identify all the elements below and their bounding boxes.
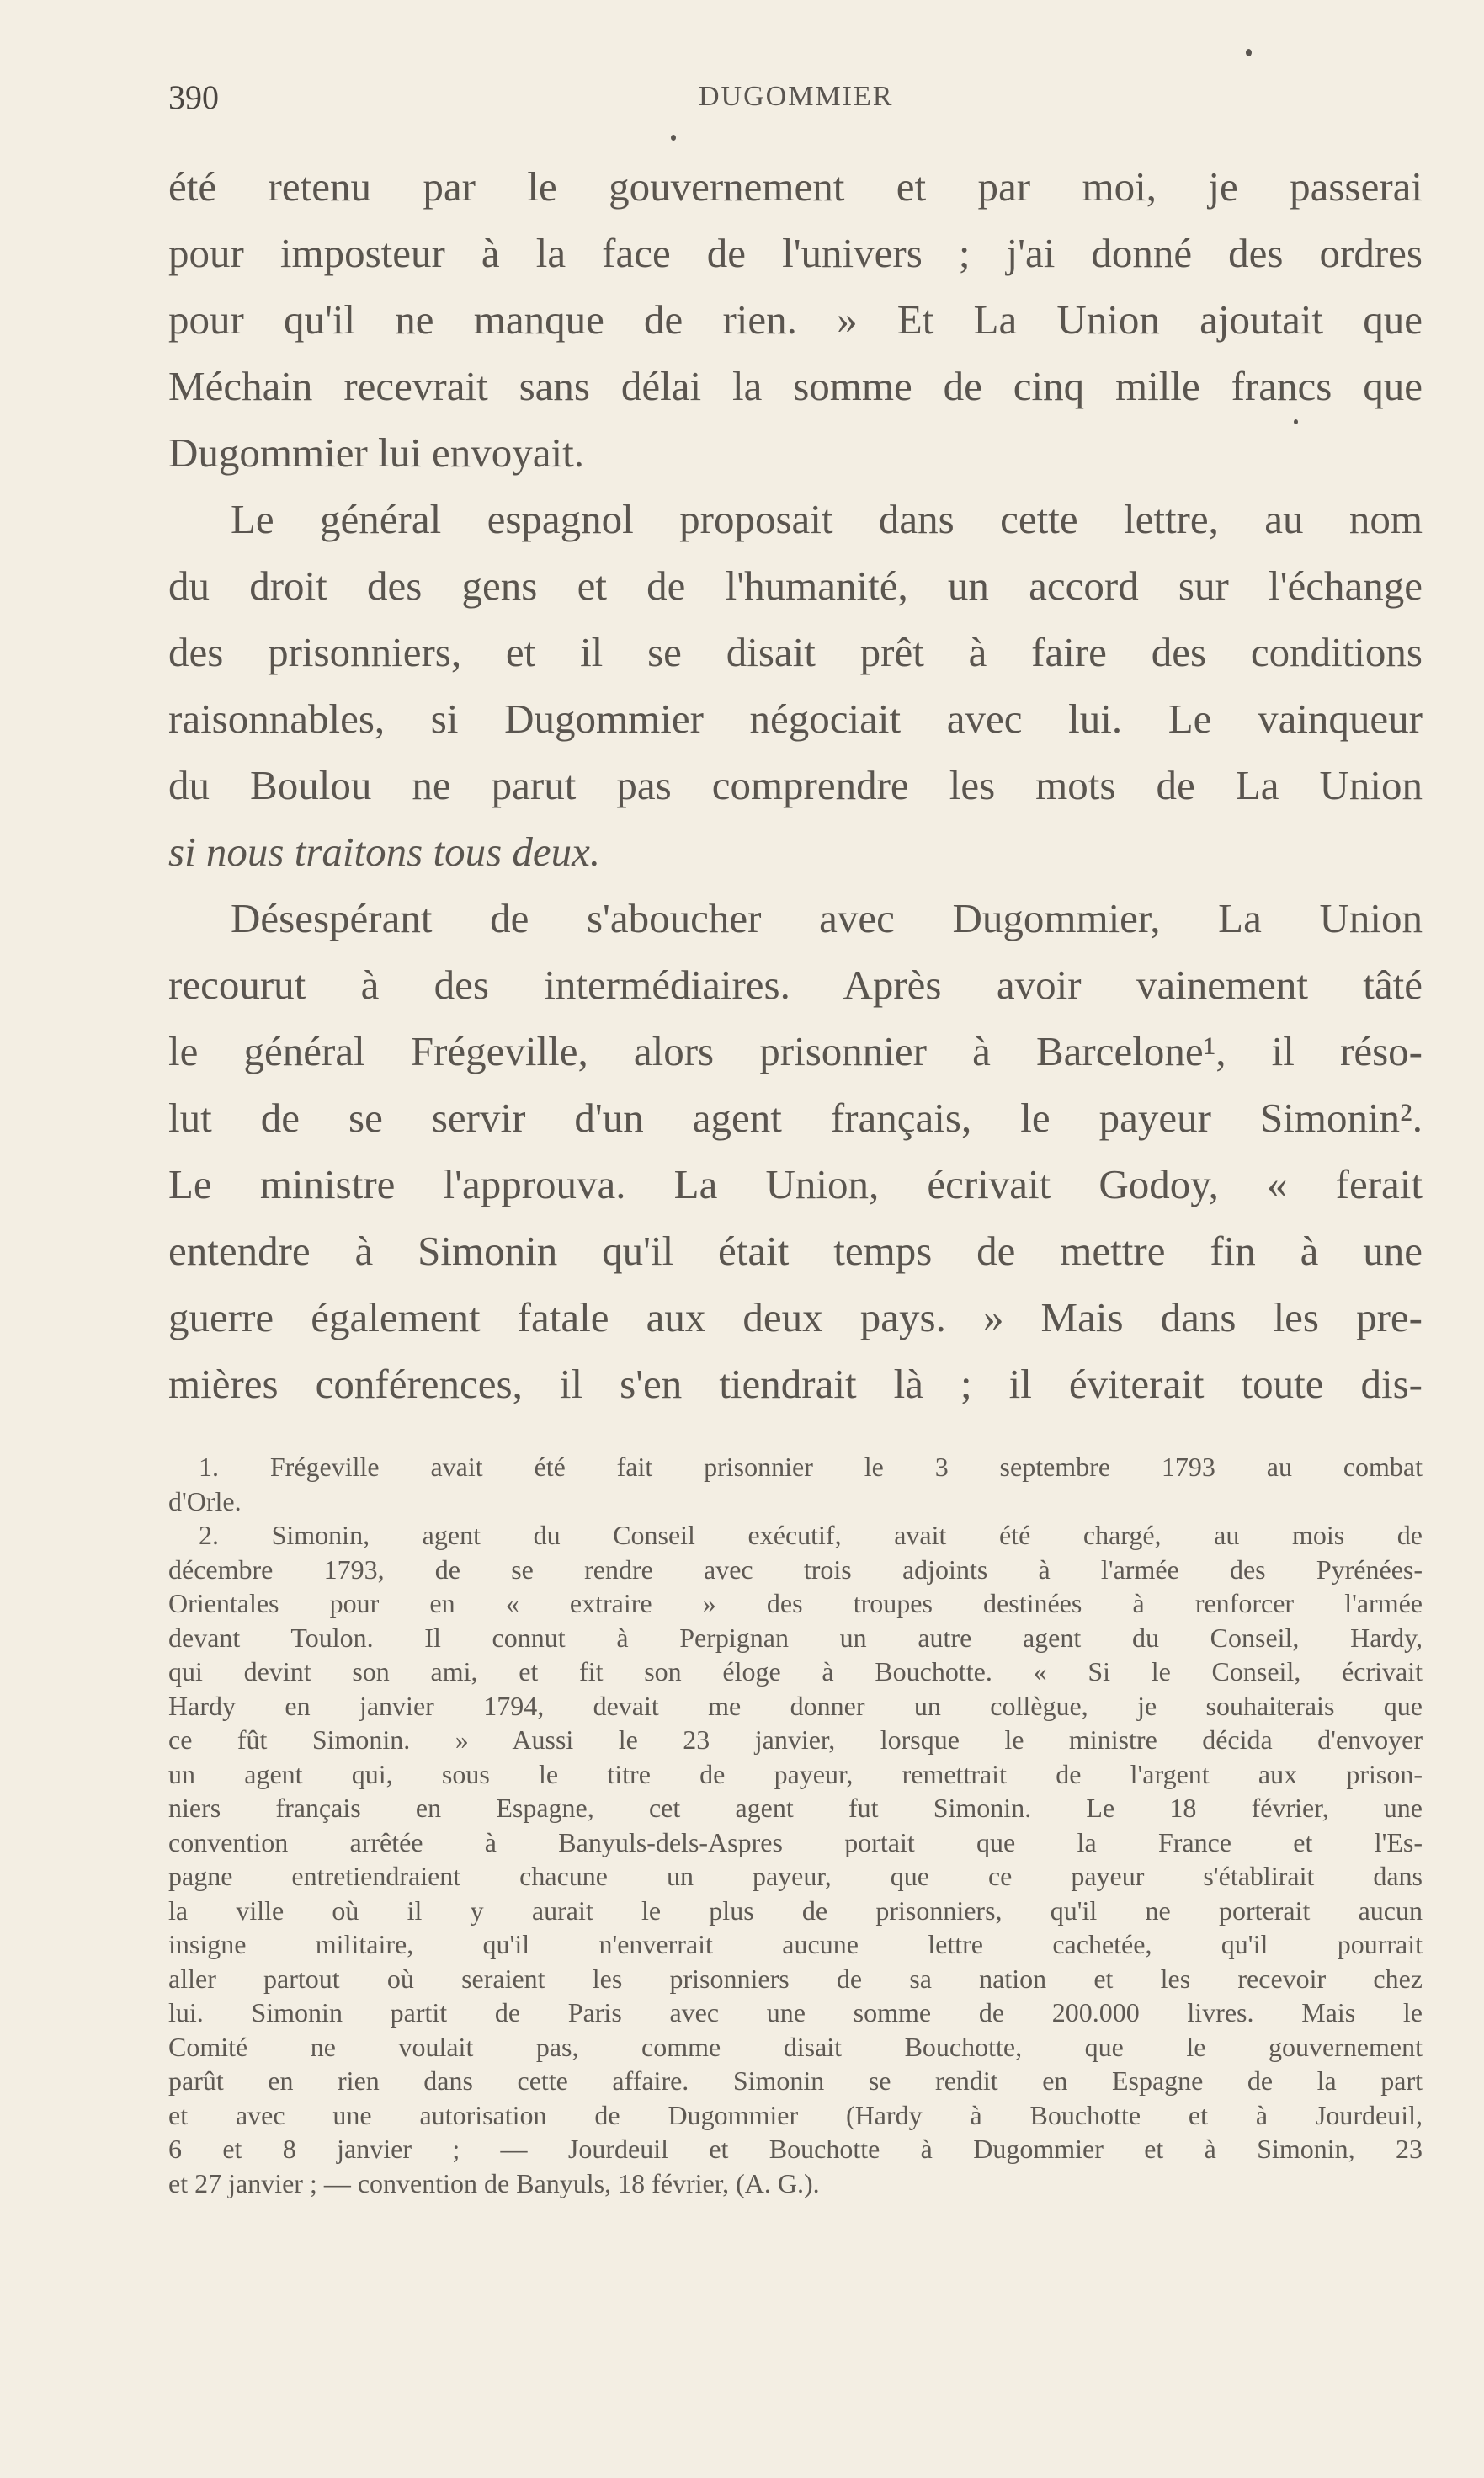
body-line: entendre à Simonin qu'il était temps de mettre fin à une [168,1228,1423,1274]
footnotes [168,1450,1423,2200]
body-line: du droit des gens et de l'humanité, un accord sur l'échange [168,562,1423,609]
footnote-line: 6 et 8 janvier ; — Jourdeuil et Bouchotte à Dugommier et à Simonin, 23 [168,2134,1423,2164]
ink-speck [1246,49,1252,56]
body-line: le général Frégeville, alors prisonnier à Barcelone¹, il réso- [168,1028,1423,1074]
body-line: du Boulou ne parut pas comprendre les mots de La Union [168,762,1423,808]
footnote-line: pagne entretiendraient chacune un payeur, que ce payeur s'établirait dans [168,1861,1423,1891]
running-title: DUGOMMIER [699,81,894,112]
footnote-line: lui. Simonin partit de Paris avec une somme de 200.000 livres. Mais le [168,1997,1423,2028]
footnote-line: décembre 1793, de se rendre avec trois adjoints à l'armée des Pyrénées- [168,1553,1423,1585]
body-line: raisonnables, si Dugommier négociait avec lui. Le vainqueur [168,695,1423,742]
body-line: mières conférences, il s'en tiendrait là ; il éviterait toute dis- [168,1361,1423,1407]
body-line: Dugommier lui envoyait. [168,429,584,476]
footnote-line: aller partout où seraient les prisonniers de sa nation et les recevoir chez [168,1963,1423,1994]
footnote-line: la ville où il y aurait le plus de prisonniers, qu'il ne porterait aucun [168,1894,1423,1926]
body-line: guerre également fatale aux deux pays. » Mais dans les pre- [168,1294,1423,1340]
body-line: Le général espagnol proposait dans cette lettre, au nom [231,496,1423,542]
footnote-line: convention arrêtée à Banyuls-dels-Aspres portait que la France et l'Es- [168,1826,1423,1857]
body-line: pour qu'il ne manque de rien. » Et La Union ajoutait que [168,296,1423,343]
ink-speck [671,135,676,141]
page-number: 390 [168,78,219,116]
footnote-line: ce fût Simonin. » Aussi le 23 janvier, lorsque le ministre décida d'envoyer [168,1724,1423,1755]
footnote-line: insigne militaire, qu'il n'enverrait aucune lettre cachetée, qu'il pourrait [168,1929,1423,1959]
running-head [168,77,1423,120]
footnote-line: et avec une autorisation de Dugommier (Hardy à Bouchotte et à Jourdeuil, [168,2099,1423,2130]
body-line-italic: si nous traitons tous deux. [168,829,601,875]
body-line: été retenu par le gouvernement et par moi, je passerai [168,163,1423,210]
footnote-line: qui devint son ami, et fit son éloge à Bouchotte. « Si le Conseil, écrivait [168,1656,1423,1687]
footnote-line: parût en rien dans cette affaire. Simonin se rendit en Espagne de la part [168,2065,1423,2096]
footnote-line: niers français en Espagne, cet agent fut Simonin. Le 18 février, une [168,1793,1423,1823]
footnote-line: un agent qui, sous le titre de payeur, remettrait de l'argent aux prison- [168,1758,1423,1789]
footnote-line: devant Toulon. Il connut à Perpignan un autre agent du Conseil, Hardy, [168,1622,1423,1653]
footnote-line: d'Orle. [168,1485,242,1516]
footnote-line: Orientales pour en « extraire » des troupes destinées à renforcer l'armée [168,1588,1423,1618]
footnote-line: et 27 janvier ; — convention de Banyuls, 18 février, (A. G.). [168,2167,820,2198]
body-line: Le ministre l'approuva. La Union, écrivait Godoy, « ferait [168,1161,1423,1207]
body-line: lut de se servir d'un agent français, le payeur Simonin². [168,1095,1423,1141]
body-text [168,153,1423,1417]
footnote-line: 1. Frégeville avait été fait prisonnier le 3 septembre 1793 au combat [199,1452,1423,1482]
body-line: recourut à des intermédiaires. Après avoir vainement tâté [168,962,1423,1008]
footnote-line: 2. Simonin, agent du Conseil exécutif, avait été chargé, au mois de [199,1520,1423,1550]
footnote-line: Hardy en janvier 1794, devait me donner un collègue, je souhaiterais que [168,1690,1423,1721]
body-line: pour imposteur à la face de l'univers ; j'ai donné des ordres [168,230,1423,276]
body-line: des prisonniers, et il se disait prêt à faire des conditions [168,629,1423,675]
body-line: Méchain recevrait sans délai la somme de cinq mille francs que [168,363,1423,409]
footnote-line: Comité ne voulait pas, comme disait Bouchotte, que le gouvernement [168,2031,1423,2062]
body-line: Désespérant de s'aboucher avec Dugommier, La Union [231,895,1423,941]
